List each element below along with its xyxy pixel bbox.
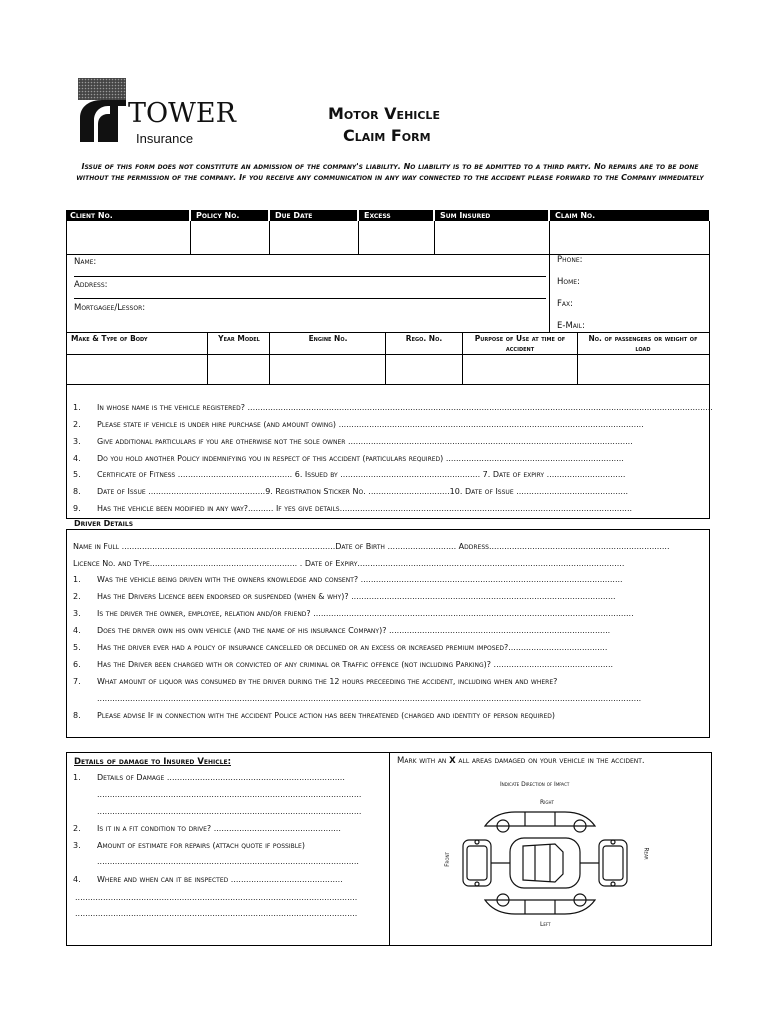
rear-label: Rear bbox=[642, 847, 650, 860]
vehicle-question[interactable]: 5. Certificate of Fitness ............................................. 6. Issued by ....................................................... 7. Date of expiry ............................... bbox=[73, 470, 626, 479]
email-label: E-Mail: bbox=[557, 321, 585, 331]
driver-question[interactable]: 6. Has the Driver been charged with or convicted of any criminal or Traffic offence (not including Parking)? ............................................... bbox=[73, 660, 614, 669]
header-client-no: Client No. bbox=[70, 211, 113, 220]
policy-no-field[interactable] bbox=[191, 221, 269, 254]
email-field[interactable] bbox=[597, 319, 702, 331]
damage-question[interactable]: 2. Is it in a fit condition to drive? .................................................. bbox=[73, 824, 341, 833]
damage-line[interactable]: ........................................................................................................ bbox=[97, 790, 362, 799]
vehicle-question[interactable]: 2. Please state if vehicle is under hire purchase (and amount owing) ........................................................................................................................ bbox=[73, 420, 644, 429]
make-type-field[interactable] bbox=[67, 355, 207, 384]
passengers-load-field[interactable] bbox=[578, 355, 709, 384]
header-due-date: Due Date bbox=[275, 211, 313, 220]
name-field[interactable] bbox=[117, 257, 545, 275]
driver-name-line[interactable]: Name in Full ....................................................................................Date of Birth ........................... Address....................................................................... bbox=[73, 542, 670, 551]
header-year-model: Year Model bbox=[218, 334, 260, 343]
engine-no-field[interactable] bbox=[270, 355, 385, 384]
damage-line[interactable]: ....................................................................................................... bbox=[97, 857, 359, 866]
header-purpose-of-use: Purpose of Use at time of accident bbox=[474, 334, 566, 353]
damage-line[interactable]: ............................................................................................................... bbox=[75, 893, 358, 902]
disclaimer-text: Issue of this form does not constitute an admission of the company's liability. No liability is to be admitted to a third party. No repairs are to be done without the permission of the company. If you receive any communication in any way connected to the accident please forward to the Company immediately bbox=[76, 162, 704, 182]
header-policy-no: Policy No. bbox=[196, 211, 240, 220]
driver-question[interactable]: 7. What amount of liquor was consumed by the driver during the 12 hours preceeding the accident, including when and where? bbox=[73, 677, 558, 686]
damage-question[interactable]: 1. Details of Damage ...................................................................... bbox=[73, 773, 345, 782]
brand-name: TOWER bbox=[128, 98, 236, 129]
header-rego-no: Rego. No. bbox=[405, 334, 443, 343]
front-label: Front bbox=[443, 852, 451, 867]
right-label: Right bbox=[540, 799, 554, 806]
phone-field[interactable] bbox=[592, 254, 702, 272]
client-no-field[interactable] bbox=[67, 221, 190, 254]
driver-question[interactable]: 2. Has the Drivers Licence been endorsed or suspended (when & why)? ........................................................................................................ bbox=[73, 592, 616, 601]
claim-no-field[interactable] bbox=[550, 221, 709, 254]
brand-subtitle: Insurance bbox=[136, 131, 194, 146]
driver-q7-continuation[interactable]: ...................................................................................................................................................................................................................... bbox=[97, 694, 642, 703]
home-phone-field[interactable] bbox=[592, 276, 702, 294]
driver-question[interactable]: 3. Is the driver the owner, employee, relation and/or friend? .............................................................................................................................. bbox=[73, 609, 634, 618]
vehicle-question[interactable]: 9. Has the vehicle been modified in any way?.......... If yes give details................................................................................................................... bbox=[73, 504, 633, 513]
rego-no-field[interactable] bbox=[386, 355, 462, 384]
header-sum-insured: Sum Insured bbox=[440, 211, 491, 220]
client-table-header bbox=[66, 210, 709, 221]
address-field[interactable] bbox=[117, 279, 545, 297]
header-engine-no: Engine No. bbox=[308, 334, 348, 343]
year-model-field[interactable] bbox=[208, 355, 269, 384]
header-make-type: Make & Type of Body bbox=[71, 334, 148, 343]
home-label: Home: bbox=[557, 277, 580, 287]
due-date-field[interactable] bbox=[270, 221, 358, 254]
fax-label: Fax: bbox=[557, 299, 573, 309]
vehicle-details-table bbox=[66, 332, 710, 385]
damage-line[interactable]: ........................................................................................................ bbox=[97, 807, 362, 816]
impact-direction-label: Indicate Direction of Impact bbox=[500, 781, 570, 788]
driver-licence-line[interactable]: Licence No. and Type.......................................................... . Date of Expiry......................................................................................................... bbox=[73, 559, 625, 568]
driver-question[interactable]: 8. Please advise If in connection with the accident Police action has been threatened (charged and identity of person required) bbox=[73, 711, 556, 720]
mortgagee-label: Mortgagee/Lessor: bbox=[74, 303, 146, 313]
form-title-line2: Claim Form bbox=[343, 126, 431, 145]
left-label: Left bbox=[540, 921, 551, 928]
damage-line[interactable]: ............................................................................................................... bbox=[75, 909, 358, 918]
client-details-box bbox=[66, 221, 710, 333]
driver-question[interactable]: 4. Does the driver own his own vehicle (and the name of his insurance Company)? ....................................................................................... bbox=[73, 626, 611, 635]
name-label: Name: bbox=[74, 257, 97, 267]
damage-question[interactable]: 3. Amount of estimate for repairs (attach quote if possible) bbox=[73, 841, 305, 850]
driver-details-title: Driver Details bbox=[74, 519, 134, 528]
phone-label: Phone: bbox=[557, 255, 583, 265]
header-excess: Excess bbox=[364, 211, 391, 220]
fax-field[interactable] bbox=[592, 298, 702, 316]
vehicle-damage-diagram[interactable] bbox=[455, 808, 635, 918]
sum-insured-field[interactable] bbox=[435, 221, 549, 254]
damage-question[interactable]: 4. Where and when can it be inspected ............................................ bbox=[73, 875, 343, 884]
vehicle-question[interactable]: 1. In whose name is the vehicle registered? ....................................................................................................................................................................................... bbox=[73, 403, 713, 412]
purpose-of-use-field[interactable] bbox=[463, 355, 577, 384]
excess-field[interactable] bbox=[359, 221, 434, 254]
vehicle-question[interactable]: 4. Do you hold another Policy indemnifying you in respect of this accident (particulars required) ...................................................................... bbox=[73, 454, 624, 463]
vehicle-question[interactable]: 8. Date of Issue ..............................................9. Registration Sticker No. ................................10. Date of Issue ............................................ bbox=[73, 487, 629, 496]
vehicle-question[interactable]: 3. Give additional particulars if you are otherwise not the sole owner ................................................................................................................ bbox=[73, 437, 633, 446]
mark-instruction: Mark with an X all areas damaged on your vehicle in the accident. bbox=[397, 756, 645, 766]
damage-title: Details of damage to Insured Vehicle: bbox=[74, 757, 231, 767]
header-claim-no: Claim No. bbox=[555, 211, 596, 220]
driver-question[interactable]: 5. Has the driver ever had a policy of insurance cancelled or declined or an excess or increased premium imposed?....................................... bbox=[73, 643, 608, 652]
driver-question[interactable]: 1. Was the vehicle being driven with the owners knowledge and consent? ....................................................................................................... bbox=[73, 575, 623, 584]
mortgagee-field[interactable] bbox=[167, 301, 545, 319]
tower-logo-icon bbox=[78, 78, 128, 144]
header-passengers-load: No. of passengers or weight of load bbox=[588, 334, 698, 353]
form-title-line1: Motor Vehicle bbox=[328, 104, 440, 123]
address-label: Address: bbox=[74, 280, 108, 290]
